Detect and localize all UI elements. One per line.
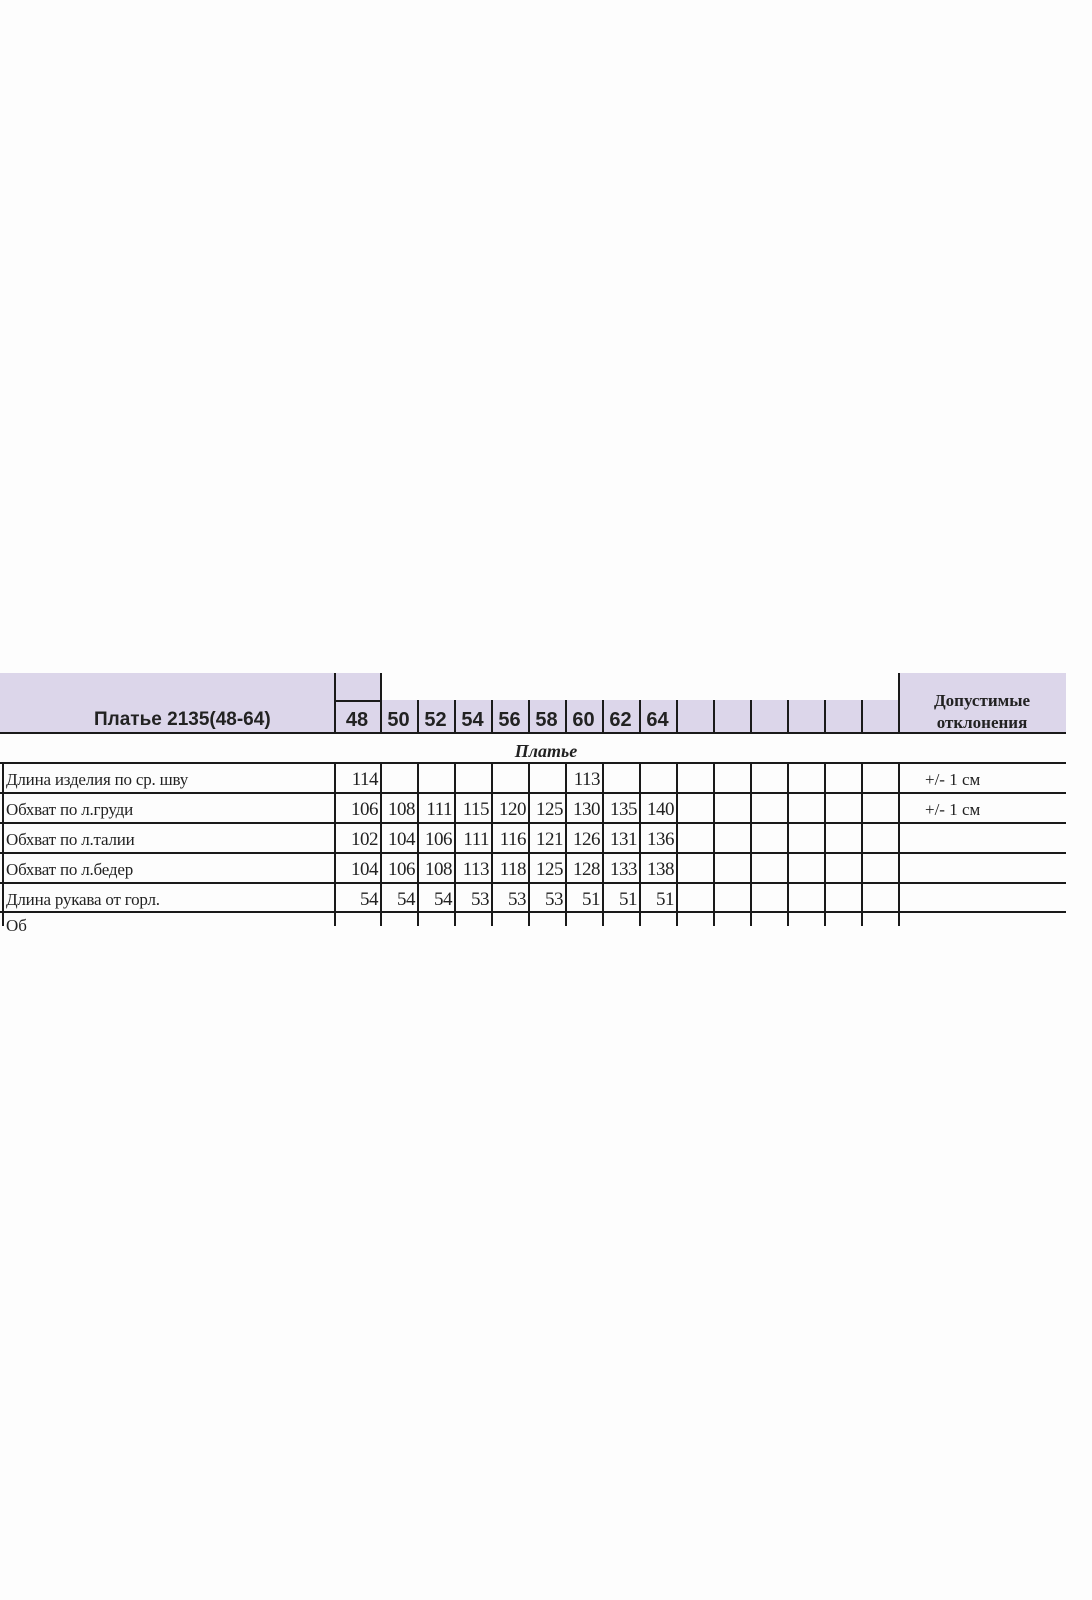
row-value: 118 bbox=[499, 859, 526, 880]
row-value: 140 bbox=[647, 799, 674, 820]
grid-line bbox=[0, 732, 1066, 734]
row-tolerance: +/- 1 см bbox=[925, 800, 981, 819]
size-header-64: 64 bbox=[646, 709, 669, 731]
grid-line bbox=[0, 792, 1066, 794]
row-value: 136 bbox=[647, 829, 674, 850]
size-header-58: 58 bbox=[535, 709, 558, 731]
grid-line bbox=[417, 762, 419, 926]
grid-line bbox=[334, 762, 336, 926]
grid-line bbox=[676, 700, 678, 732]
size-header-50: 50 bbox=[387, 709, 410, 731]
grid-line bbox=[861, 700, 863, 732]
row-value: 106 bbox=[388, 859, 415, 880]
row-value: 104 bbox=[351, 859, 378, 880]
row-value: 111 bbox=[426, 799, 452, 820]
row-value: 135 bbox=[610, 799, 637, 820]
grid-line bbox=[417, 700, 419, 732]
grid-line bbox=[0, 911, 1066, 913]
grid-line bbox=[639, 700, 641, 732]
grid-line bbox=[898, 673, 900, 732]
row-label: Длина изделия по ср. шву bbox=[6, 770, 189, 789]
grid-line bbox=[380, 673, 382, 732]
row-value: 102 bbox=[351, 829, 378, 850]
tolerance-header-line2: отклонения bbox=[936, 713, 1028, 732]
row-value: 106 bbox=[425, 829, 452, 850]
grid-line bbox=[713, 762, 715, 926]
grid-line bbox=[824, 700, 826, 732]
grid-line bbox=[491, 762, 493, 926]
cut-off-row-label: Об bbox=[6, 916, 27, 935]
grid-line bbox=[602, 762, 604, 926]
grid-line bbox=[750, 762, 752, 926]
row-label: Обхват по л.бедер bbox=[6, 860, 133, 879]
grid-line bbox=[380, 762, 382, 926]
grid-line bbox=[676, 762, 678, 926]
grid-line bbox=[528, 700, 530, 732]
grid-line bbox=[454, 762, 456, 926]
grid-line bbox=[750, 700, 752, 732]
grid-line bbox=[2, 762, 4, 926]
grid-line bbox=[528, 762, 530, 926]
grid-line bbox=[334, 673, 336, 732]
row-value: 108 bbox=[425, 859, 452, 880]
grid-line bbox=[334, 700, 380, 702]
row-value: 54 bbox=[434, 889, 452, 910]
row-label: Обхват по л.груди bbox=[6, 800, 133, 819]
grid-line bbox=[0, 852, 1066, 854]
size-header-52: 52 bbox=[424, 709, 447, 731]
grid-line bbox=[787, 762, 789, 926]
grid-line bbox=[454, 700, 456, 732]
row-value: 128 bbox=[573, 859, 600, 880]
grid-line bbox=[861, 762, 863, 926]
grid-line bbox=[602, 700, 604, 732]
row-value: 54 bbox=[397, 889, 415, 910]
row-value: 115 bbox=[462, 799, 489, 820]
row-value: 51 bbox=[582, 889, 600, 910]
row-value: 104 bbox=[388, 829, 415, 850]
row-value: 108 bbox=[388, 799, 415, 820]
row-value: 113 bbox=[462, 859, 489, 880]
size-header-62: 62 bbox=[609, 709, 632, 731]
grid-line bbox=[639, 762, 641, 926]
row-value: 53 bbox=[545, 889, 563, 910]
row-value: 51 bbox=[656, 889, 674, 910]
row-value: 125 bbox=[536, 799, 563, 820]
grid-line bbox=[787, 700, 789, 732]
row-value: 130 bbox=[573, 799, 600, 820]
row-value: 111 bbox=[463, 829, 489, 850]
row-value: 131 bbox=[610, 829, 637, 850]
size-header-56: 56 bbox=[498, 709, 521, 731]
size-header-54: 54 bbox=[461, 709, 484, 731]
grid-line bbox=[491, 700, 493, 732]
grid-line bbox=[898, 762, 900, 926]
grid-line bbox=[0, 762, 1066, 764]
row-value: 125 bbox=[536, 859, 563, 880]
row-value: 121 bbox=[536, 829, 563, 850]
row-value: 126 bbox=[573, 829, 600, 850]
product-title: Платье 2135(48-64) bbox=[94, 709, 271, 730]
tolerance-header-line1: Допустимые bbox=[933, 691, 1031, 710]
row-value: 53 bbox=[508, 889, 526, 910]
row-value: 116 bbox=[499, 829, 526, 850]
row-value: 51 bbox=[619, 889, 637, 910]
section-title: Платье bbox=[514, 741, 578, 761]
row-value: 133 bbox=[610, 859, 637, 880]
grid-line bbox=[565, 762, 567, 926]
row-value: 114 bbox=[351, 769, 378, 790]
row-value: 54 bbox=[360, 889, 378, 910]
grid-line bbox=[565, 700, 567, 732]
row-value: 120 bbox=[499, 799, 526, 820]
grid-line bbox=[0, 822, 1066, 824]
size-header-60: 60 bbox=[572, 709, 595, 731]
row-tolerance: +/- 1 см bbox=[925, 770, 981, 789]
grid-line bbox=[713, 700, 715, 732]
row-value: 106 bbox=[351, 799, 378, 820]
row-label: Обхват по л.талии bbox=[6, 830, 135, 849]
row-label: Длина рукава от горл. bbox=[6, 890, 160, 909]
row-value: 113 bbox=[573, 769, 600, 790]
row-value: 53 bbox=[471, 889, 489, 910]
row-value: 138 bbox=[647, 859, 674, 880]
grid-line bbox=[824, 762, 826, 926]
size-header-48: 48 bbox=[345, 709, 369, 731]
grid-line bbox=[0, 882, 1066, 884]
